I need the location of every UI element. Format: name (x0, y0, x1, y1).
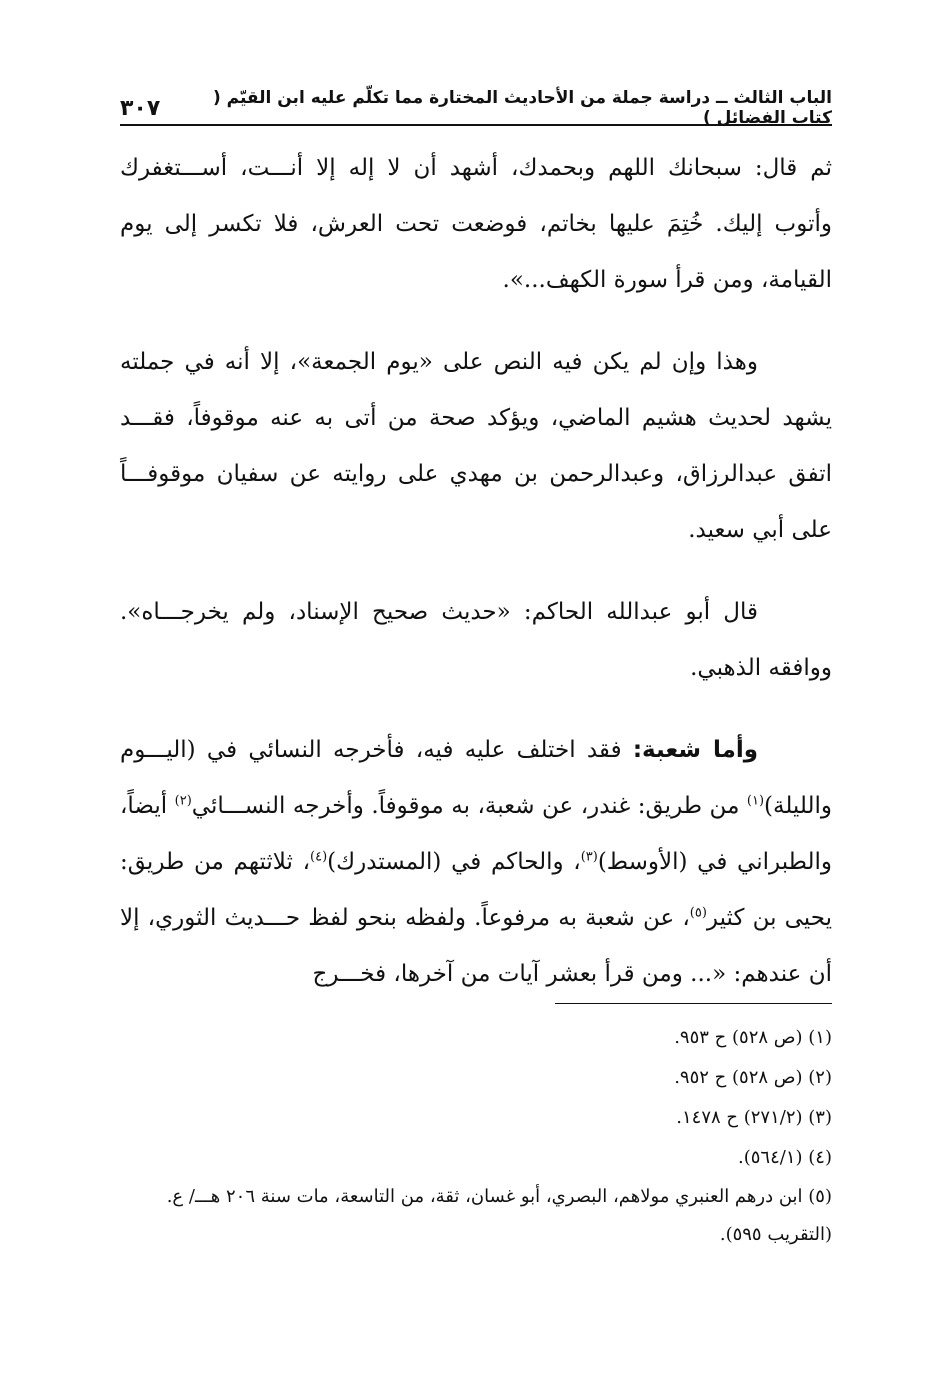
footnote-ref-5[interactable]: (٥) (689, 905, 707, 921)
footnote-3: (٣) (٢٧١/٢) ح ١٤٧٨. (676, 1107, 832, 1128)
paragraph-1: ثم قال: سبحانك اللهم وبحمدك، أشهد أن لا إله إلا أنـــت، أســـتغفرك وأتوب إليك. خُتِمَ عليها بخاتم، فوضعت تحت العرش، فلا تكسر إلى يوم القيامة، ومن قرأ سورة الكهف...». (120, 155, 832, 293)
paragraph-2: وهذا وإن لم يكن فيه النص على «يوم الجمعة»، إلا أنه في جملته يشهد لحديث هشيم الماضي، ويؤكد صحة من أتى به عنه موقوفاً، فقـــد اتفق عبدالرزاق، وعبدالرحمن بن مهدي على روايته عن سفيان موقوفـــاً على أبي سعيد. (120, 349, 832, 543)
paragraph-4-text-6: ، عن شعبة به مرفوعاً. ولفظه بنحو لفظ حـــديث الثوري، إلا أن عندهم: «... ومن قرأ بعشر آيات من آخرها، فخـــرج (120, 905, 832, 987)
header-title: الباب الثالث ــ دراسة جملة من الأحاديث المختارة مما تكلّم عليه ابن القيّم ( كتاب الفضائل ) (212, 88, 832, 128)
paragraph-4-text-3: أيضاً، والطبراني في (الأوسط) (120, 793, 833, 875)
footnote-ref-4[interactable]: (٤) (310, 849, 328, 865)
footnote-ref-1[interactable]: (١) (746, 793, 765, 809)
paragraph-4-text-2: من طريق: غندر، عن شعبة، به موقوفاً. وأخرجه النســـائي (191, 793, 747, 819)
footnote-ref-2[interactable]: (٢) (174, 793, 192, 809)
paragraph-4-text-1: فقد اختلف عليه فيه، فأخرجه النسائي في (اليـــوم والليلة) (120, 737, 832, 819)
paragraph-4-text-4: ، والحاكم في (المستدرك) (327, 849, 581, 875)
page-number: ٣٠٧ (120, 95, 161, 121)
running-header (120, 88, 832, 128)
footnote-2: (٢) (ص ٥٢٨) ح ٩٥٢. (674, 1067, 832, 1088)
paragraph-4-text-5: ، ثلاثتهم من طريق: يحيى بن كثير (120, 849, 832, 931)
footnote-5: (٥) ابن درهم العنبري مولاهم، البصري، أبو غسان، ثقة، من التاسعة، مات سنة ٢٠٦ هـــ/ ع. (التقريب ٥٩٥). (166, 1186, 832, 1245)
paragraph-3: قال أبو عبدالله الحاكم: «حديث صحيح الإسناد، ولم يخرجـــاه». ووافقه الذهبي. (120, 599, 832, 681)
footnote-4: (٤) (٥٦٤/١). (738, 1147, 832, 1168)
footnote-divider (555, 1003, 832, 1004)
paragraph-4 (120, 722, 832, 1002)
footnote-ref-3[interactable]: (٣) (580, 849, 598, 865)
paragraph-4-lead: وأما شعبة: (632, 737, 759, 763)
footnotes (120, 1018, 832, 1254)
footnote-1: (١) (ص ٥٢٨) ح ٩٥٣. (674, 1027, 832, 1048)
main-text (120, 140, 832, 1002)
